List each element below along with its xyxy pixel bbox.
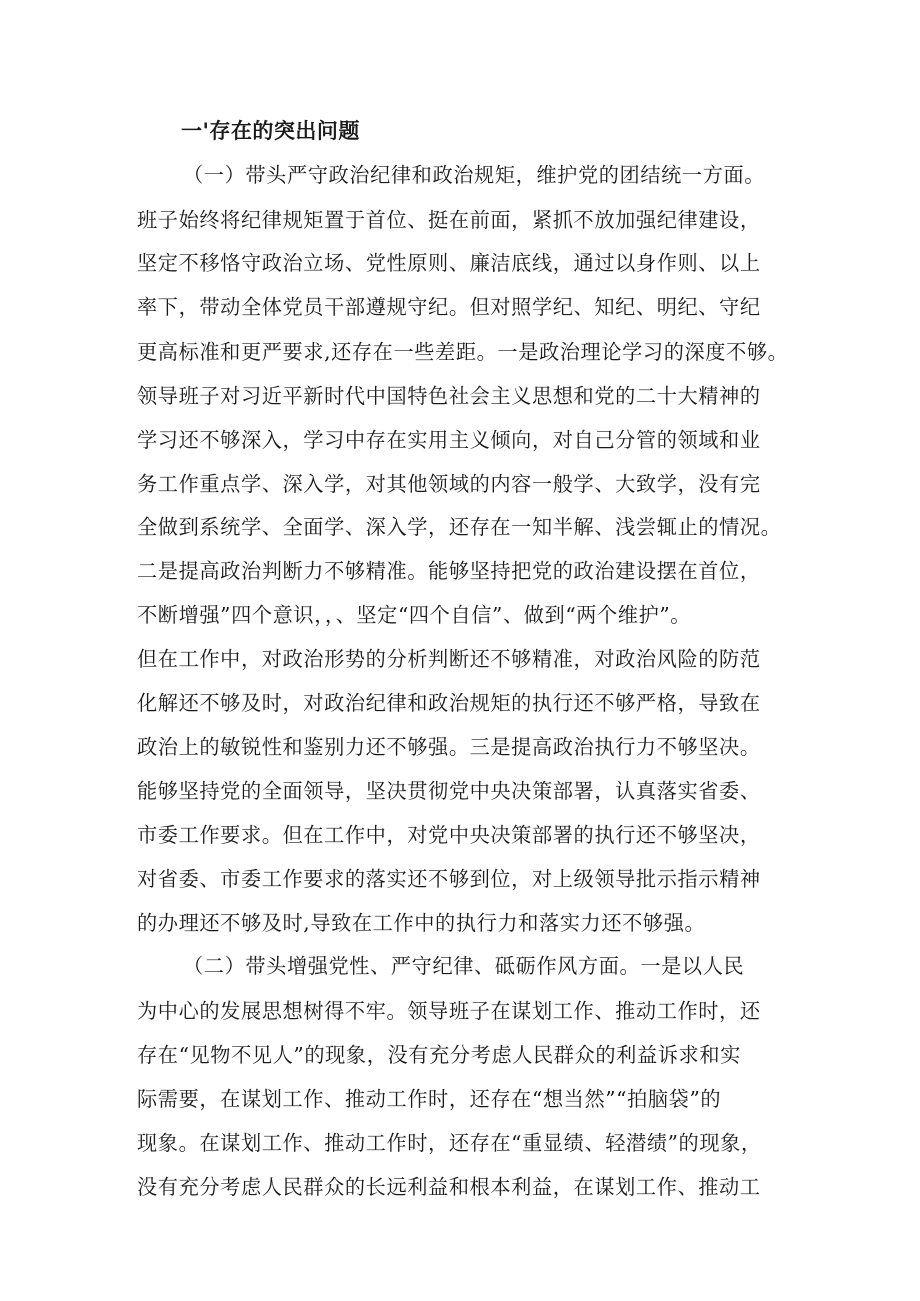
paragraph-line: 没有充分考虑人民群众的长远利益和根本利益，在谋划工作、推动工	[137, 1175, 761, 1199]
paragraph-line: （二）带头增强党性、严守纪律、砥砺作风方面。一是以人民	[183, 954, 745, 978]
paragraph-line: 的办理还不够及时,导致在工作中的执行力和落实力还不够强。	[137, 911, 706, 935]
paragraph-line: 领导班子对习近平新时代中国特色社会主义思想和党的二十大精神的	[137, 384, 761, 408]
paragraph-line: 际需要，在谋划工作、推动工作时，还存在“想当然”“拍脑袋”的	[137, 1087, 722, 1111]
paragraph-line: 化解还不够及时，对政治纪律和政治规矩的执行还不够严格，导致在	[137, 691, 761, 715]
paragraph-line: 全做到系统学、全面学、深入学，还存在一知半解、浅尝辄止的情况。	[137, 515, 782, 539]
paragraph-line: 率下，带动全体党员干部遵规守纪。但对照学纪、知纪、明纪、守纪	[137, 295, 761, 319]
paragraph-line: （一）带头严守政治纪律和政治规矩，维护党的团结统一方面。	[183, 163, 766, 187]
section-heading: 一'存在的突出问题	[181, 119, 360, 143]
paragraph-line: 现象。在谋划工作、推动工作时，还存在“重显绩、轻潜绩”的现象，	[137, 1131, 762, 1155]
paragraph-line: 对省委、市委工作要求的落实还不够到位，对上级领导批示指示精神	[137, 867, 761, 891]
paragraph-line: 能够坚持党的全面领导，坚决贯彻党中央决策部署，认真落实省委、	[137, 779, 761, 803]
paragraph-line: 班子始终将纪律规矩置于首位、挺在前面，紧抓不放加强纪律建设，	[137, 208, 761, 232]
paragraph-line: 存在“见物不见人”的现象，没有充分考虑人民群众的利益诉求和实	[137, 1043, 741, 1067]
paragraph-line: 更高标准和更严要求,还存在一些差距。一是政治理论学习的深度不够。	[137, 340, 789, 364]
paragraph-line: 不断增强”四个意识，，、坚定“四个自信”、做到“两个维护”。	[137, 603, 692, 627]
paragraph-line: 二是提高政治判断力不够精准。能够坚持把党的政治建设摆在首位，	[137, 559, 761, 583]
paragraph-line: 为中心的发展思想树得不牢。领导班子在谋划工作、推动工作时，还	[137, 999, 761, 1023]
paragraph-line: 市委工作要求。但在工作中，对党中央决策部署的执行还不够坚决，	[137, 823, 761, 847]
paragraph-line: 政治上的敏锐性和鉴别力还不够强。三是提高政治执行力不够坚决。	[137, 735, 761, 759]
paragraph-line: 坚定不移恪守政治立场、党性原则、廉洁底线，通过以身作则、以上	[137, 251, 761, 275]
paragraph-line: 学习还不够深入，学习中存在实用主义倾向，对自己分管的领域和业	[137, 428, 761, 452]
paragraph-line: 务工作重点学、深入学，对其他领域的内容一般学、大致学，没有完	[137, 472, 761, 496]
paragraph-line: 但在工作中，对政治形势的分析判断还不够精准，对政治风险的防范	[137, 647, 761, 671]
